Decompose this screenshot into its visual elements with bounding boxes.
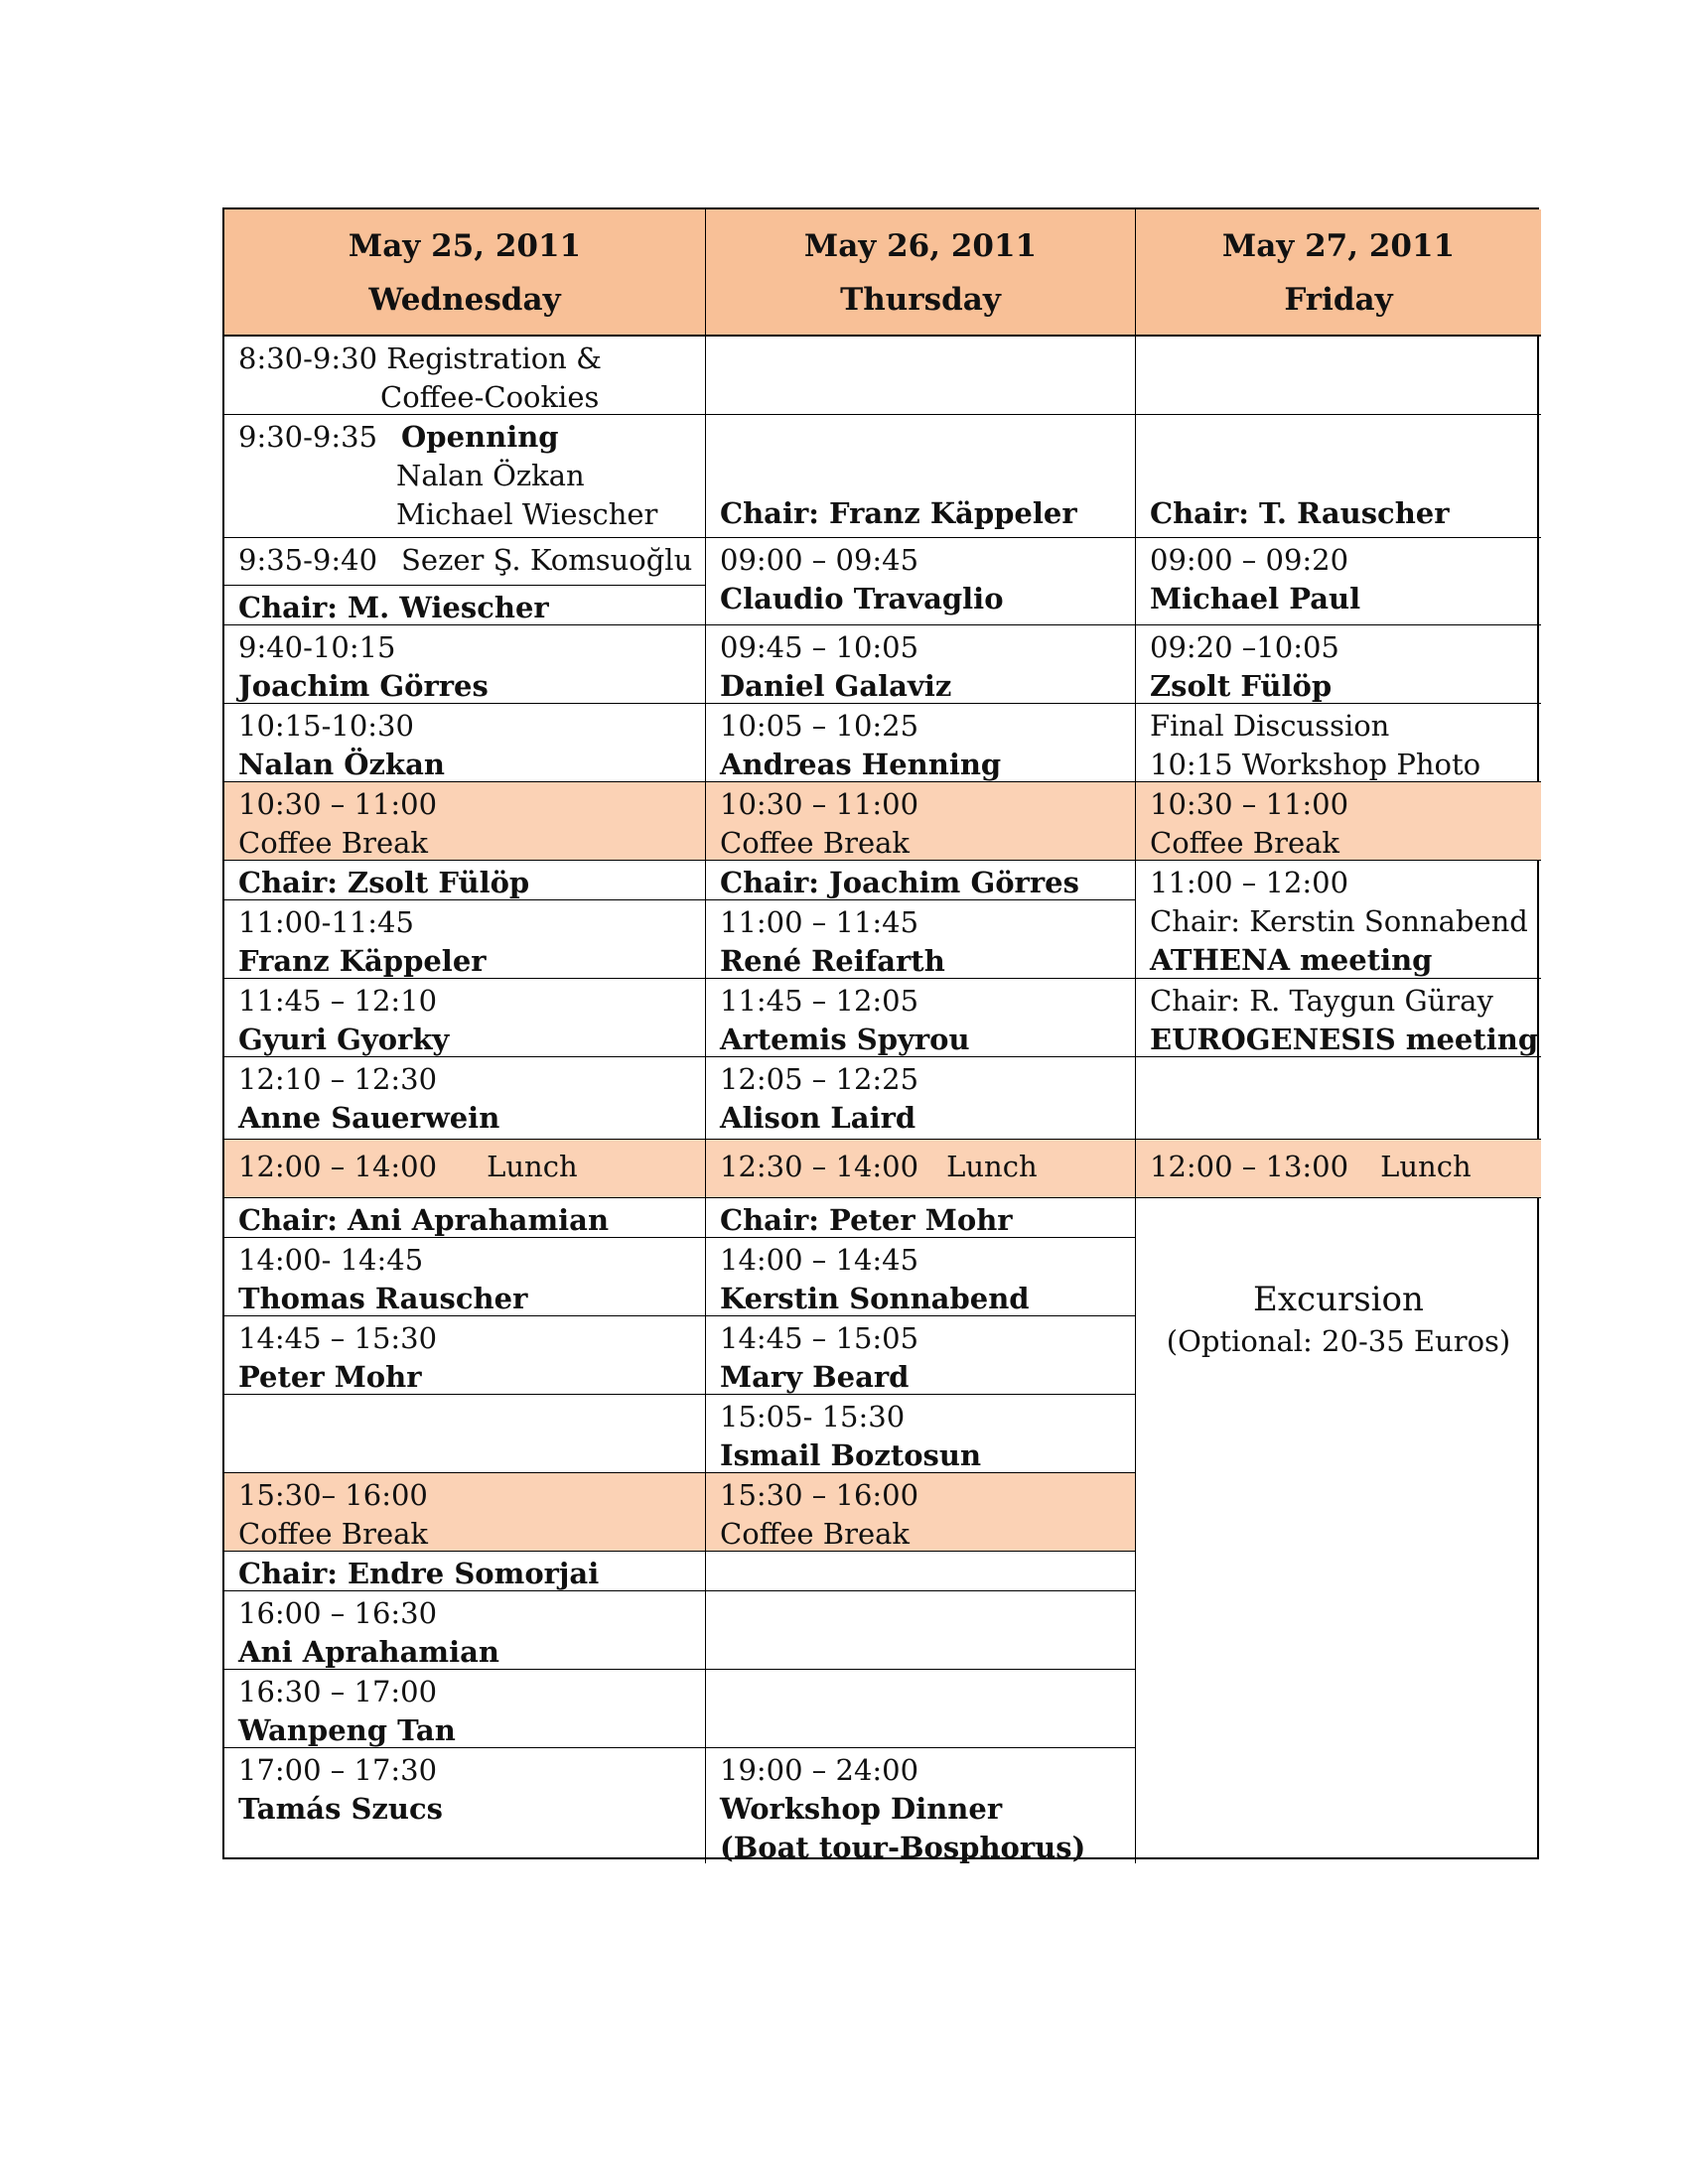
speaker-name: Daniel Galaviz [720, 669, 952, 703]
break-label: Lunch [1380, 1150, 1472, 1183]
session-time: 14:45 – 15:30 [238, 1321, 438, 1355]
session-time: 11:00-11:45 [238, 905, 414, 939]
speaker-name: Alison Laird [720, 1101, 916, 1135]
speaker-name: Artemis Spyrou [720, 1023, 970, 1056]
wed-talk-6 [224, 1238, 706, 1316]
session-time: 10:30 – 11:00 [720, 787, 919, 821]
thu-empty-slot [706, 1670, 1136, 1748]
event-name: EUROGENESIS meeting [1150, 1023, 1539, 1056]
speaker-name: Joachim Görres [238, 669, 489, 703]
event-note: (Boat tour-Bosphorus) [720, 1831, 1086, 1863]
wed-coffee-break-1 [224, 782, 706, 861]
thu-talk-2 [706, 625, 1136, 704]
event-name: Workshop Dinner [720, 1792, 1003, 1826]
wed-talk-5 [224, 1057, 706, 1140]
session-time: 10:15-10:30 [238, 709, 414, 743]
speaker-name: Michael Paul [1150, 582, 1361, 615]
thu-chair-2: Chair: Joachim Görres [706, 861, 1136, 900]
session-time: 17:00 – 17:30 [238, 1753, 438, 1787]
break-label: Lunch [487, 1150, 578, 1183]
thu-empty-slot [706, 1552, 1136, 1591]
wed-talk-4 [224, 979, 706, 1057]
wed-registration [224, 337, 706, 415]
session-time: 09:00 – 09:20 [1150, 543, 1349, 577]
wed-talk-10 [224, 1748, 706, 1863]
session-time: 19:00 – 24:00 [720, 1753, 919, 1787]
thu-coffee-break-2 [706, 1473, 1136, 1552]
header-day: Friday [1284, 282, 1393, 318]
fri-talk-2 [1136, 625, 1541, 704]
fri-lunch [1136, 1140, 1541, 1198]
chair-label: Chair: T. Rauscher [1150, 496, 1450, 530]
header-friday [1136, 209, 1541, 337]
speaker-name: René Reifarth [720, 944, 945, 978]
session-time: 14:00 – 14:45 [720, 1243, 919, 1277]
break-label: Lunch [946, 1150, 1038, 1183]
fri-coffee-break-1 [1136, 782, 1541, 861]
session-time: 15:30 – 16:00 [720, 1478, 919, 1512]
thu-empty-slot [706, 1591, 1136, 1670]
break-label: Coffee Break [720, 1517, 910, 1551]
session-time: 11:45 – 12:05 [720, 984, 919, 1018]
speaker-name: Gyuri Gyorky [238, 1023, 450, 1056]
speaker-name: Michael Wiescher [396, 497, 658, 531]
thu-coffee-break-1 [706, 782, 1136, 861]
session-time: 10:30 – 11:00 [1150, 787, 1349, 821]
session-time: 16:00 – 16:30 [238, 1596, 438, 1630]
thu-workshop-dinner [706, 1748, 1136, 1863]
session-time: 9:30-9:35 [238, 420, 378, 454]
session-time: 10:30 – 11:00 [238, 787, 438, 821]
session-time: 11:45 – 12:10 [238, 984, 438, 1018]
fri-final-discussion [1136, 704, 1541, 782]
thu-talk-6 [706, 1057, 1136, 1140]
header-wednesday [224, 209, 706, 337]
break-label: Coffee Break [720, 826, 910, 860]
speaker-name: Peter Mohr [238, 1360, 422, 1394]
session-time: 15:05- 15:30 [720, 1400, 906, 1433]
session-time: 11:00 – 11:45 [720, 905, 919, 939]
thu-talk-5 [706, 979, 1136, 1057]
header-day: Wednesday [368, 282, 561, 318]
fri-empty-slot [1136, 337, 1541, 415]
session-time: 12:10 – 12:30 [238, 1062, 438, 1096]
session-time: 12:30 – 14:00 [720, 1150, 919, 1183]
speaker-name: Franz Käppeler [238, 944, 487, 978]
session-time: 12:00 – 14:00 [238, 1150, 438, 1183]
fri-chair-1 [1136, 415, 1541, 538]
speaker-name: Ismail Boztosun [720, 1438, 982, 1472]
chair-label: Chair: Franz Käppeler [720, 496, 1077, 530]
thu-talk-8 [706, 1316, 1136, 1395]
header-day: Thursday [840, 282, 1001, 318]
speaker-name: Anne Sauerwein [238, 1101, 500, 1135]
fri-talk-1 [1136, 538, 1541, 625]
session-time: 8:30-9:30 [238, 341, 378, 375]
speaker-name: Nalan Özkan [238, 748, 445, 781]
session-title-cont: Coffee-Cookies [380, 380, 600, 414]
session-time: 09:45 – 10:05 [720, 630, 919, 664]
session-time: 16:30 – 17:00 [238, 1675, 438, 1708]
wed-talk-3 [224, 900, 706, 979]
event-note: 10:15 Workshop Photo [1150, 748, 1481, 781]
thu-chair-1 [706, 415, 1136, 538]
speaker-name: Andreas Henning [720, 748, 1002, 781]
event-name: Final Discussion [1150, 709, 1390, 743]
session-time: 9:35-9:40 [238, 543, 378, 577]
session-time: 12:05 – 12:25 [720, 1062, 919, 1096]
speaker-name: Kerstin Sonnabend [720, 1282, 1030, 1315]
speaker-name: Ani Aprahamian [238, 1635, 499, 1669]
wed-chair-1: Chair: M. Wiescher [224, 586, 706, 625]
wed-talk-7 [224, 1316, 706, 1395]
event-name: ATHENA meeting [1150, 943, 1433, 977]
header-date: May 27, 2011 [1221, 228, 1456, 264]
header-date: May 25, 2011 [348, 228, 582, 264]
session-time: 15:30– 16:00 [238, 1478, 428, 1512]
speaker-name: Sezer Ş. Komsuoğlu [401, 543, 693, 577]
thu-talk-3 [706, 704, 1136, 782]
fri-excursion [1136, 1198, 1541, 1863]
wed-chair-4: Chair: Endre Somorjai [224, 1552, 706, 1591]
session-time: 14:00- 14:45 [238, 1243, 424, 1277]
speaker-name: Claudio Travaglio [720, 582, 1004, 615]
event-name: Excursion [1253, 1280, 1424, 1319]
wed-chair-3: Chair: Ani Aprahamian [224, 1198, 706, 1238]
session-title: Registration & [386, 341, 602, 375]
speaker-name: Wanpeng Tan [238, 1713, 456, 1747]
thu-talk-9 [706, 1395, 1136, 1473]
chair-label: Chair: R. Taygun Güray [1150, 984, 1493, 1018]
speaker-name: Tamás Szucs [238, 1792, 443, 1826]
session-time: 9:40-10:15 [238, 630, 396, 664]
thu-chair-3: Chair: Peter Mohr [706, 1198, 1136, 1238]
session-time: 09:00 – 09:45 [720, 543, 919, 577]
session-time: 11:00 – 12:00 [1150, 866, 1349, 899]
event-note: (Optional: 20-35 Euros) [1166, 1324, 1511, 1358]
fri-empty-slot [1136, 1057, 1541, 1140]
session-time: 09:20 –10:05 [1150, 630, 1339, 664]
fri-athena-meeting [1136, 861, 1541, 979]
session-time: 14:45 – 15:05 [720, 1321, 919, 1355]
session-title: Openning [401, 420, 559, 454]
session-time: 12:00 – 13:00 [1150, 1150, 1349, 1183]
wed-opening [224, 415, 706, 538]
thu-talk-4 [706, 900, 1136, 979]
wed-chair-2: Chair: Zsolt Fülöp [224, 861, 706, 900]
wed-talk-8 [224, 1591, 706, 1670]
wed-empty-slot [224, 1395, 706, 1473]
wed-talk-9 [224, 1670, 706, 1748]
speaker-name: Thomas Rauscher [238, 1282, 528, 1315]
wed-welcome [224, 538, 706, 586]
header-date: May 26, 2011 [803, 228, 1038, 264]
break-label: Coffee Break [1150, 826, 1339, 860]
session-time: 10:05 – 10:25 [720, 709, 919, 743]
break-label: Coffee Break [238, 826, 428, 860]
wed-talk-2 [224, 704, 706, 782]
schedule-table [222, 207, 1539, 1863]
thu-lunch [706, 1140, 1136, 1198]
chair-label: Chair: Kerstin Sonnabend [1150, 904, 1528, 938]
speaker-name: Zsolt Fülöp [1150, 669, 1333, 703]
thu-talk-7 [706, 1238, 1136, 1316]
speaker-name: Mary Beard [720, 1360, 910, 1394]
wed-talk-1 [224, 625, 706, 704]
thu-talk-1 [706, 538, 1136, 625]
wed-coffee-break-2 [224, 1473, 706, 1552]
speaker-name: Nalan Özkan [396, 459, 585, 492]
thu-empty-slot [706, 337, 1136, 415]
fri-eurogenesis-meeting [1136, 979, 1541, 1057]
wed-lunch [224, 1140, 706, 1198]
break-label: Coffee Break [238, 1517, 428, 1551]
header-thursday [706, 209, 1136, 337]
